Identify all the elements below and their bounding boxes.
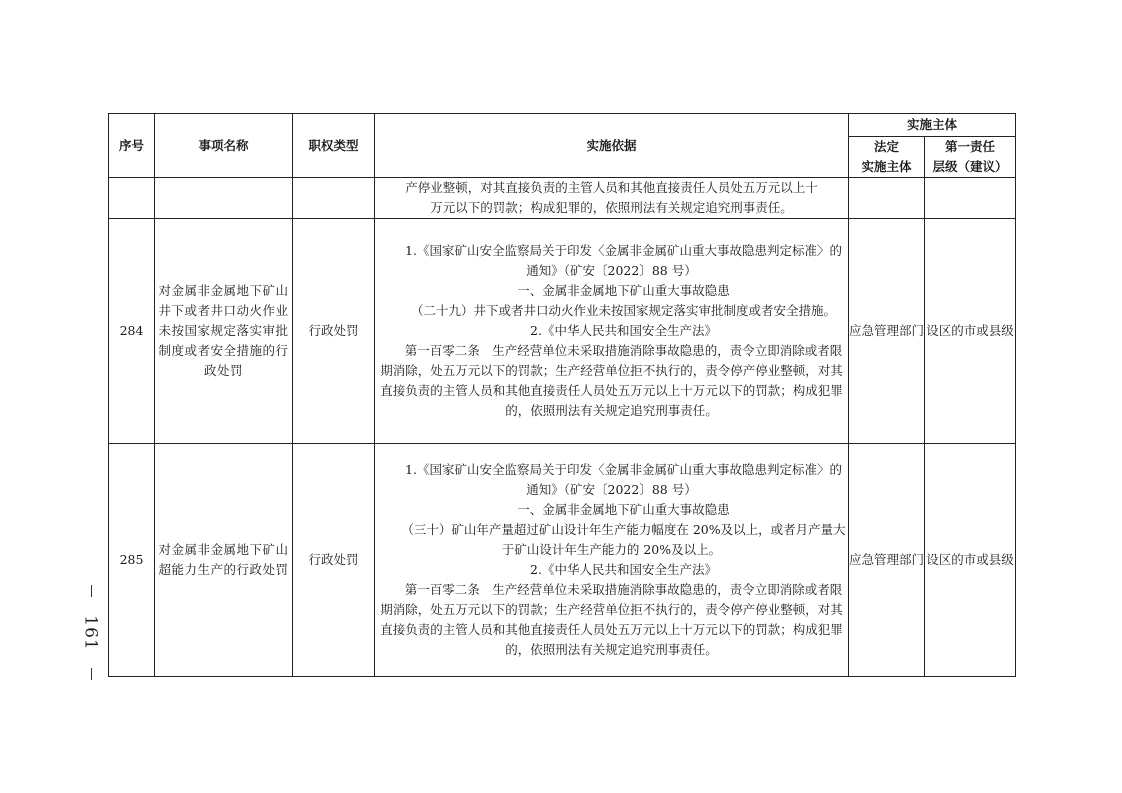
- continuation-basis-cell: [375, 178, 849, 219]
- header-item-name: 事项名称: [155, 114, 293, 178]
- continuation-seq-cell: [109, 178, 155, 219]
- row-legal-subject: 应急管理部门: [849, 219, 925, 444]
- basis-paragraph: （二十九）井下或者井口动火作业未按国家规定落实审批制度或者安全措施。: [410, 303, 836, 318]
- basis-paragraph: 1.《国家矿山安全监察局关于印发〈金属非金属矿山重大事故隐患判定标准〉的通知》（矿安〔2022〕88 号）: [405, 243, 842, 278]
- basis-paragraph: 2.《中华人民共和国安全生产法》: [530, 323, 717, 338]
- row-first-level: 设区的市或县级: [925, 219, 1016, 444]
- header-seq: 序号: [109, 114, 155, 178]
- row-item-name: 对金属非金属地下矿山超能力生产的行政处罚: [155, 444, 293, 677]
- enforcement-items-table: [108, 113, 1016, 677]
- header-legal-subject-line1: 法定: [873, 139, 899, 154]
- row-basis: [375, 219, 849, 444]
- basis-paragraph: 一、金属非金属地下矿山重大事故隐患: [517, 283, 730, 298]
- row-seq: 284: [109, 219, 155, 444]
- header-legal-subject-line2: 实施主体: [861, 159, 912, 174]
- header-power-type: 职权类型: [293, 114, 375, 178]
- basis-paragraph: 一、金属非金属地下矿山重大事故隐患: [517, 502, 730, 517]
- header-row-1: [109, 114, 1016, 137]
- basis-paragraph: 第一百零二条 生产经营单位未采取措施消除事故隐患的，责令立即消除或者限期消除，处五万元以下的罚款；生产经营单位拒不执行的，责令停产停业整顿，对其直接负责的主管人员和其他直接责任人员处五万元以上十万元以下的罚款；构成犯罪的，依照刑法有关规定追究刑事责任。: [380, 582, 843, 657]
- basis-paragraph: 第一百零二条 生产经营单位未采取措施消除事故隐患的，责令立即消除或者限期消除，处五万元以下的罚款；生产经营单位拒不执行的，责令停产停业整顿，对其直接负责的主管人员和其他直接责任人员处五万元以上十万元以下的罚款；构成犯罪的，依照刑法有关规定追究刑事责任。: [380, 343, 843, 418]
- row-power-type: 行政处罚: [293, 444, 375, 677]
- page-number: 161: [81, 614, 102, 651]
- table-row: [109, 219, 1016, 444]
- header-first-level-line2: 层级（建议）: [932, 159, 1008, 174]
- page-number-dash-bottom: [91, 668, 92, 680]
- continuation-type-cell: [293, 178, 375, 219]
- row-basis: [375, 444, 849, 677]
- row-first-level: 设区的市或县级: [925, 444, 1016, 677]
- page-number-marker: [78, 585, 104, 680]
- header-legal-subject: [849, 137, 925, 178]
- row-item-name: 对金属非金属地下矿山井下或者井口动火作业未按国家规定落实审批制度或者安全措施的行政处罚: [155, 219, 293, 444]
- continuation-basis-line: 万元以下的罚款；构成犯罪的，依照刑法有关规定追究刑事责任。: [430, 200, 793, 215]
- basis-paragraph: 1.《国家矿山安全监察局关于印发〈金属非金属矿山重大事故隐患判定标准〉的通知》（矿安〔2022〕88 号）: [405, 462, 842, 497]
- continuation-subject-cell: [849, 178, 925, 219]
- basis-paragraph: （三十）矿山年产量超过矿山设计年生产能力幅度在 20%及以上，或者月产量大于矿山设计年生产能力的 20%及以上。: [401, 522, 846, 557]
- continuation-row: [109, 178, 1016, 219]
- row-power-type: 行政处罚: [293, 219, 375, 444]
- header-basis: 实施依据: [375, 114, 849, 178]
- continuation-basis-line: 产停业整顿，对其直接负责的主管人员和其他直接责任人员处五万元以上十: [405, 180, 818, 195]
- continuation-name-cell: [155, 178, 293, 219]
- row-legal-subject: 应急管理部门: [849, 444, 925, 677]
- continuation-level-cell: [925, 178, 1016, 219]
- basis-paragraph: 2.《中华人民共和国安全生产法》: [530, 562, 717, 577]
- header-first-level: [925, 137, 1016, 178]
- header-subject-group: 实施主体: [849, 114, 1016, 137]
- row-seq: 285: [109, 444, 155, 677]
- header-first-level-line1: 第一责任: [945, 139, 996, 154]
- table-row: [109, 444, 1016, 677]
- page-number-dash-top: [91, 585, 92, 597]
